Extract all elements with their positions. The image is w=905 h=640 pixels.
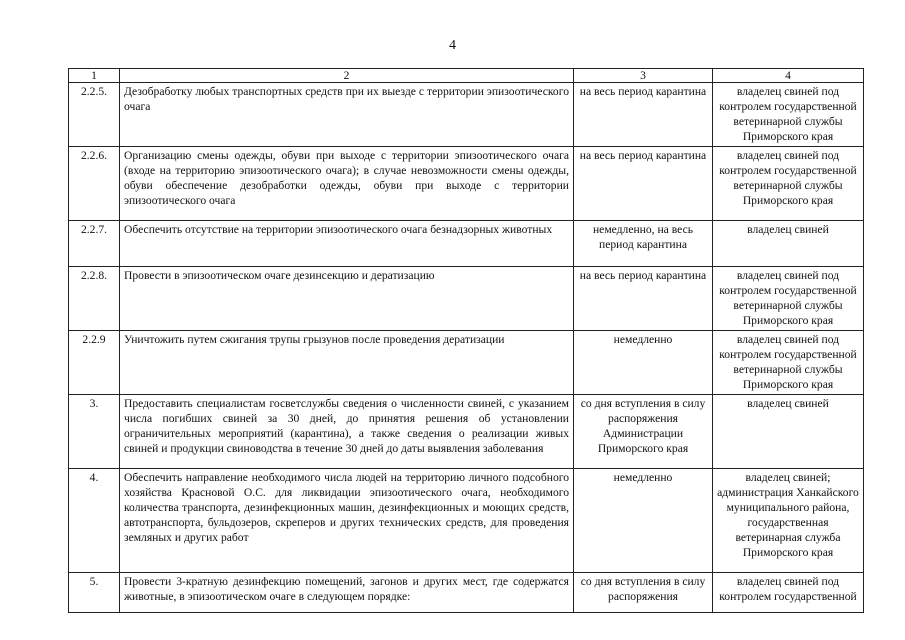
table-row	[69, 395, 864, 469]
row-description: Провести в эпизоотическом очаге дезинсекцию и дератизацию	[120, 267, 574, 331]
table-row	[69, 469, 864, 573]
row-number: 2.2.6.	[69, 147, 120, 221]
measures-table	[68, 68, 864, 613]
row-description: Обеспечить отсутствие на территории эпизоотического очага безнадзорных животных	[120, 221, 574, 267]
row-number: 5.	[69, 573, 120, 613]
row-number: 2.2.9	[69, 331, 120, 395]
row-responsible: владелец свиней; администрация Ханкайского муниципального района, государственная ветеринарная служба Приморского края	[713, 469, 864, 573]
row-number: 2.2.8.	[69, 267, 120, 331]
row-term: со дня вступления в силу распоряжения Администрации Приморского края	[574, 395, 713, 469]
row-number: 2.2.5.	[69, 83, 120, 147]
row-responsible: владелец свиней под контролем государственной ветеринарной службы Приморского края	[713, 83, 864, 147]
header-col-1: 1	[69, 69, 120, 83]
row-number: 2.2.7.	[69, 221, 120, 267]
header-col-2: 2	[120, 69, 574, 83]
row-description: Обеспечить направление необходимого числа людей на территорию личного подсобного хозяйства Красновой О.С. для ликвидации эпизоотического очага, необходимого количества транспорта, дезинфекционных машин, дезинфекционных и моющих средств, автотранспорта, бульдозеров, скреперов и других технических средств, для проведения земляных и других работ	[120, 469, 574, 573]
table-row	[69, 267, 864, 331]
table-row	[69, 573, 864, 613]
row-term: на весь период карантина	[574, 267, 713, 331]
table-header-row	[69, 69, 864, 83]
row-responsible: владелец свиней	[713, 395, 864, 469]
row-responsible: владелец свиней под контролем государственной	[713, 573, 864, 613]
table-row	[69, 331, 864, 395]
row-description: Дезобработку любых транспортных средств при их выезде с территории эпизоотического очага	[120, 83, 574, 147]
row-number: 4.	[69, 469, 120, 573]
table-row	[69, 221, 864, 267]
row-term: немедленно	[574, 331, 713, 395]
table-row	[69, 83, 864, 147]
page-number: 4	[449, 38, 456, 53]
row-responsible: владелец свиней под контролем государственной ветеринарной службы Приморского края	[713, 267, 864, 331]
row-number: 3.	[69, 395, 120, 469]
header-col-3: 3	[574, 69, 713, 83]
row-term: на весь период карантина	[574, 83, 713, 147]
row-term: со дня вступления в силу распоряжения	[574, 573, 713, 613]
row-term: на весь период карантина	[574, 147, 713, 221]
header-col-4: 4	[713, 69, 864, 83]
row-description: Организацию смены одежды, обуви при выходе с территории эпизоотического очага (входе на территорию эпизоотического очага); в случае невозможности смены одежды, обуви обеспечение дезобработки одежды, обуви при выходе с территории эпизоотического очага	[120, 147, 574, 221]
row-description: Провести 3-кратную дезинфекцию помещений, загонов и других мест, где содержатся животные, в эпизоотическом очаге в следующем порядке:	[120, 573, 574, 613]
row-description: Предоставить специалистам госветслужбы сведения о численности свиней, с указанием числа погибших свиней за 30 дней, до принятия решения об установлении ограничительных мероприятий (карантина), а также сведения о реализации живых свиней и продукции свиноводства в течение 30 дней до даты выявления заболевания	[120, 395, 574, 469]
row-description: Уничтожить путем сжигания трупы грызунов после проведения дератизации	[120, 331, 574, 395]
row-term: немедленно	[574, 469, 713, 573]
row-responsible: владелец свиней	[713, 221, 864, 267]
row-responsible: владелец свиней под контролем государственной ветеринарной службы Приморского края	[713, 331, 864, 395]
table-row	[69, 147, 864, 221]
row-responsible: владелец свиней под контролем государственной ветеринарной службы Приморского края	[713, 147, 864, 221]
row-term: немедленно, на весь период карантина	[574, 221, 713, 267]
